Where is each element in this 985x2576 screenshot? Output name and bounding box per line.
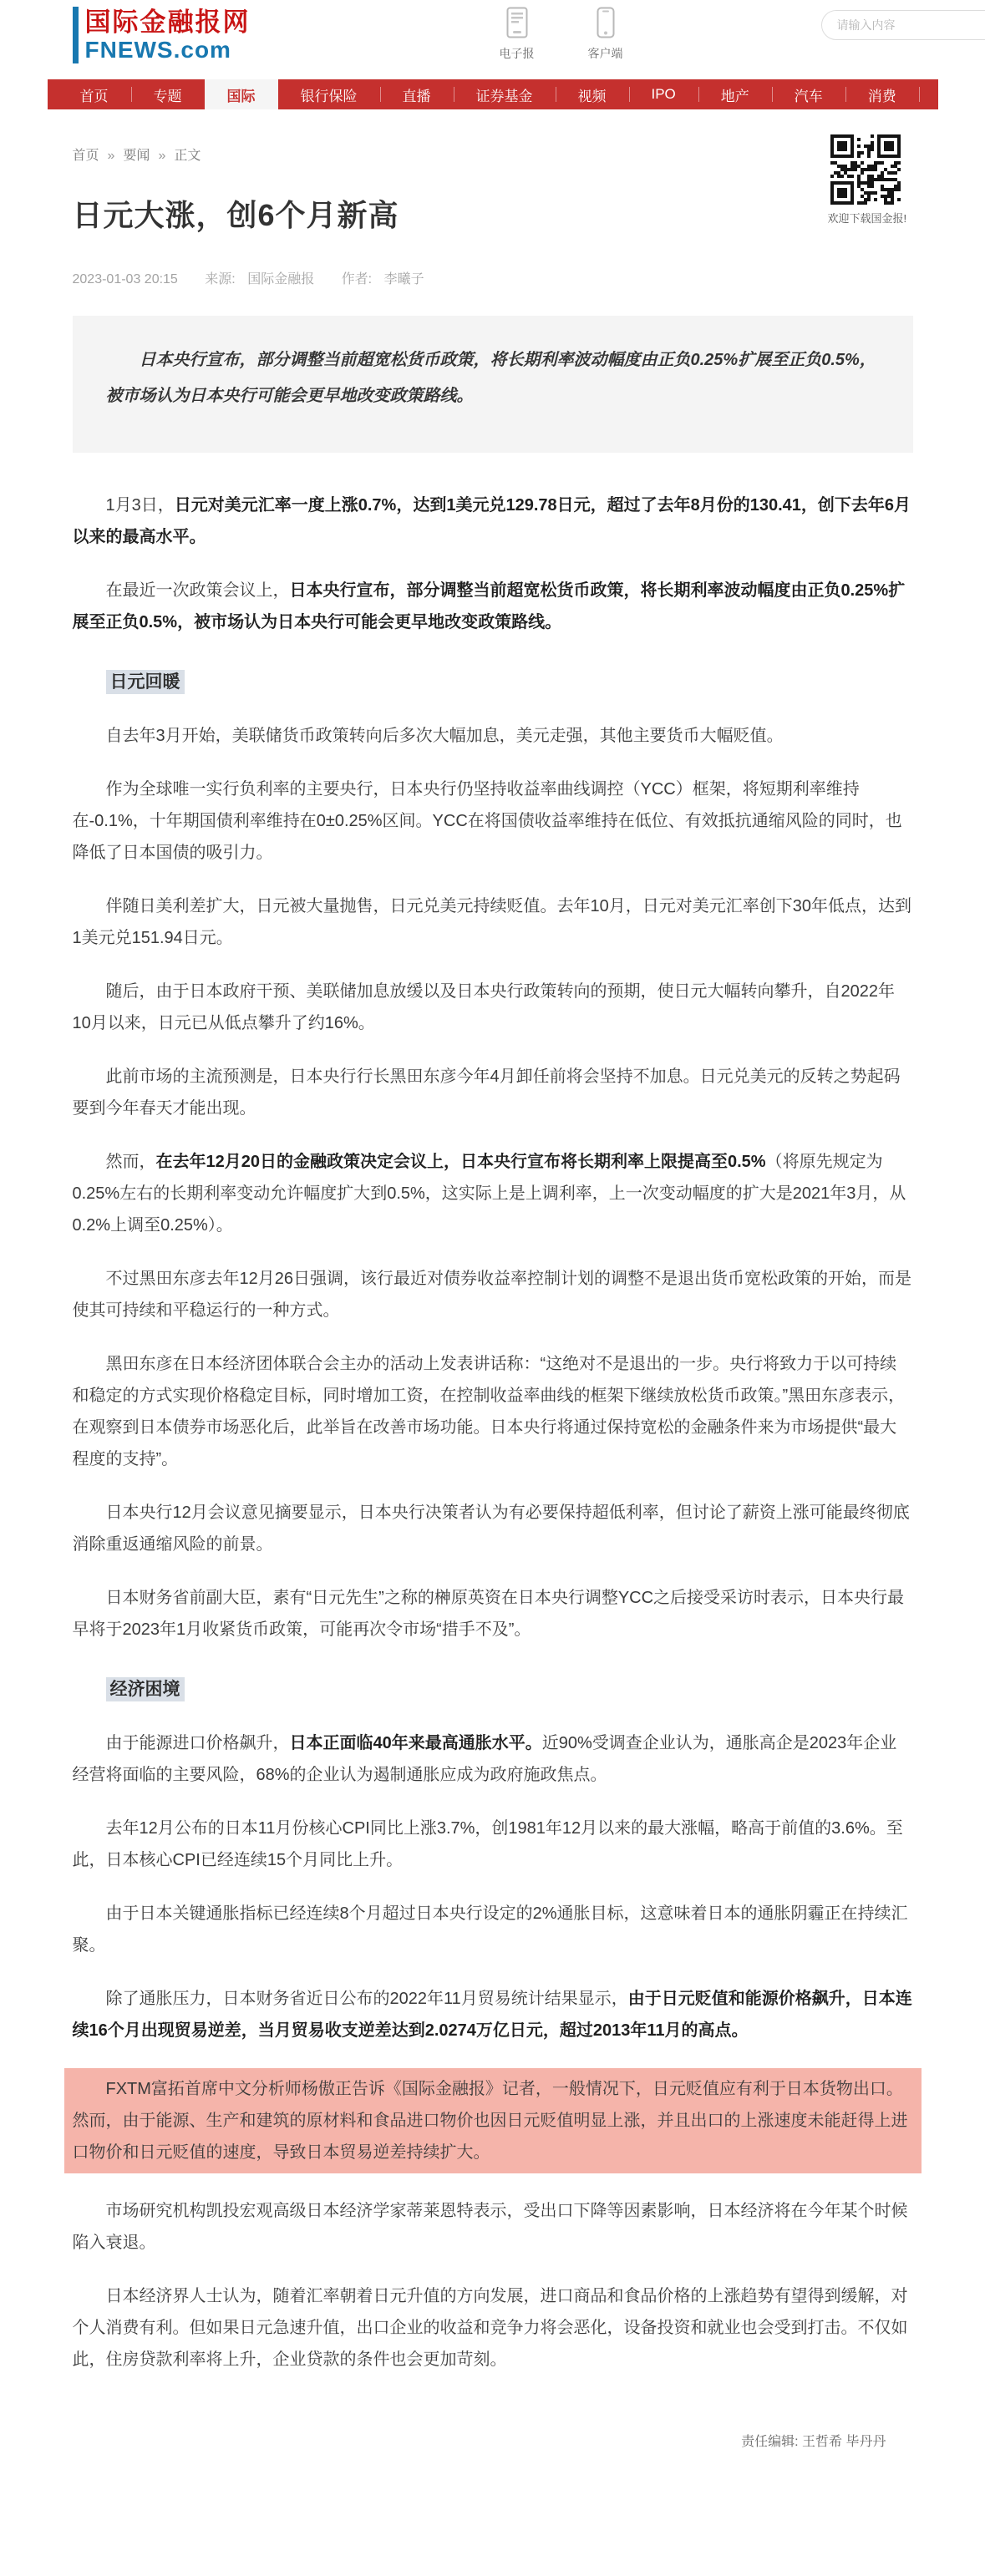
article-title: 日元大涨，创6个月新高 [72,198,399,232]
mobile-app-entry[interactable] [579,7,632,62]
author-label: 作者: [341,272,373,287]
text: 伴随日美利差扩大，日元被大量抛售，日元兑美元持续贬值。去年10月，日元对美元汇率创下30年低点，达到1美元兑151.94日元。 [72,897,911,947]
nav-item-home[interactable]: 首页 [79,88,109,104]
section-heading [73,667,913,698]
text: 由于能源进口价格飙升， [105,1734,290,1752]
section-heading-text: 经济困境 [106,1677,185,1701]
text: 去年12月公布的日本11月份核心CPI同比上涨3.7%，创1981年12月以来的最大涨幅，略高于前值的3.6%。至此，日本核心CPI已经连续15个月同比上升。 [72,1819,903,1869]
paragraph-3 [73,720,913,752]
nav-item-topics[interactable]: 专题 [131,79,205,109]
nav-item-tech[interactable]: 科技 [919,79,985,109]
bold-text: 在去年12月20日的金融政策决定会议上，日本央行宣布将长期利率上限提高至0.5% [155,1153,766,1171]
nav-item-securities-funds[interactable]: 证券基金 [454,79,556,109]
text: 自去年3月开始，美联储货币政策转向后多次大幅加息，美元走强，其他主要货币大幅贬值。 [105,727,784,745]
nav-item-auto[interactable]: 汽车 [772,79,845,109]
bold-text: 由于日元贬值和能源价格飙升，日本连续16个月出现贸易逆差，当月贸易收支逆差达到2.0274万亿日元，超过2013年11月的高点。 [72,1990,912,2040]
bold-text: 日本正面临40年来最高通胀水平。 [289,1734,542,1752]
epaper-icon [506,7,528,38]
site-logo[interactable] [73,7,251,63]
download-qr-block [827,134,907,226]
logo-title: 国际金融报网 [84,8,251,37]
logo-accent-bar [73,7,79,63]
source-value: 国际金融报 [247,272,315,287]
nav-item-real-estate[interactable]: 地产 [698,79,772,109]
text: 除了通胀压力，日本财务省近日公布的2022年11月贸易统计结果显示， [105,1990,628,2008]
text: 1月3日， [105,496,175,515]
text: 黑田东彦在日本经济团体联合会主办的活动上发表讲话称：“这绝对不是退出的一步。央行将致力于以可持续和稳定的方式实现价格稳定目标，同时增加工资，在控制收益率曲线的框架下继续放松货币政策。”黑田东彦表示，在观察到日本债券市场恶化后，此举旨在改善市场功能。日本央行将通过保持宽松的金融条件来为市场提供“最大程度的支持”。 [72,1355,906,1468]
paragraph-5 [73,890,913,954]
breadcrumb [73,145,913,164]
nav-item-international[interactable]: 国际 [205,79,278,109]
text: 日本经济界人士认为，随着汇率朝着日元升值的方向发展，进口商品和食品价格的上涨趋势有望得到缓解，对个人消费有利。但如果日元急速升值，出口企业的收益和竞争力将会恶化，设备投资和就业也会受到打击。不仅如此，住房贷款利率将上升，企业贷款的条件也会更加苛刻。 [72,2287,908,2369]
bold-text: 日本央行宣布，部分调整当前超宽松货币政策，将长期利率波动幅度由正负0.25%扩展至正负0.5%，被市场认为日本央行可能会更早地改变政策路线。 [72,581,906,631]
paragraph-17 [73,1983,913,2046]
text: （将原先规定为0.25%左右的长期利率变动允许幅度扩大到0.5%，这实际上是上调利率，上一次变动幅度的扩大是2021年3月，从0.2%上调至0.25%）。 [72,1153,906,1235]
paragraph-14 [73,1727,913,1791]
paragraph-11 [73,1497,913,1560]
paragraph-7 [73,1061,913,1124]
breadcrumb-item-1[interactable]: 要闻 [123,149,150,163]
editor-names: 王哲希 毕丹丹 [802,2435,886,2449]
text: 随后，由于日本政府干预、美联储加息放缓以及日本央行政策转向的预期，使日元大幅转向攀升，自2022年10月以来，日元已从低点攀升了约16%。 [72,982,895,1032]
text: 由于日本关键通胀指标已经连续8个月超过日本央行设定的2%通胀目标，这意味着日本的通胀阴霾正在持续汇聚。 [72,1904,908,1955]
search-input[interactable] [837,18,971,32]
search-box [821,10,985,40]
nav-item-ipo[interactable]: IPO [629,79,698,109]
qr-code [830,134,901,205]
source-label: 来源: [205,272,236,287]
publish-time: 2023-01-03 20:15 [72,272,178,287]
paragraph-1 [73,575,913,638]
paragraph-4 [73,773,913,869]
qr-caption: 欢迎下载国金报! [827,212,907,225]
text: 在最近一次政策会议上， [105,581,290,600]
author-value: 李曦子 [383,272,424,287]
mobile-app-icon [597,7,615,38]
text: 不过黑田东彦去年12月26日强调，该行最近对债券收益率控制计划的调整不是退出货币宽松政策的开始，而是使其可持续和平稳运行的一种方式。 [72,1270,911,1320]
breadcrumb-item-2: 正文 [174,149,201,163]
site-header [48,0,938,79]
page-content [48,109,938,2508]
header-apps [490,7,632,62]
highlighted-paragraph [64,2068,922,2173]
paragraph-6 [73,976,913,1039]
paragraph-19 [73,2195,913,2259]
epaper-label: 电子报 [499,47,535,60]
paragraph-9 [73,1263,913,1326]
nav-item-live[interactable]: 直播 [380,79,454,109]
article-summary-text: 日本央行宣布，部分调整当前超宽松货币政策，将长期利率波动幅度由正负0.25%扩展至正负0.5%，被市场认为日本央行可能会更早地改变政策路线。 [105,351,876,405]
breadcrumb-separator: » [107,149,115,163]
logo-text [85,7,251,63]
article-footer [73,2397,913,2508]
section-heading [73,1674,913,1706]
breadcrumb-separator: » [158,149,166,163]
paragraph-16 [73,1898,913,1961]
paragraph-8 [73,1146,913,1241]
mobile-app-label: 客户端 [587,47,623,60]
editor-label: 责任编辑: [741,2435,799,2449]
text: 此前市场的主流预测是，日本央行行长黑田东彦今年4月卸任前将会坚持不加息。日元兑美元的反转之势起码要到今年春天才能出现。 [72,1067,901,1118]
nav-item-video[interactable]: 视频 [556,79,629,109]
paragraph-0 [73,489,913,553]
text: 日本央行12月会议意见摘要显示，日本央行决策者认为有必要保持超低利率，但讨论了薪资上涨可能最终彻底消除重返通缩风险的前景。 [72,1504,910,1554]
breadcrumb-item-0[interactable]: 首页 [72,149,99,163]
section-heading-text: 日元回暖 [106,670,185,694]
article-summary [73,316,913,453]
article-meta [73,268,913,287]
text: 作为全球唯一实行负利率的主要央行，日本央行仍坚持收益率曲线调控（YCC）框架，将短期利率维持在-0.1%，十年期国债利率维持在0±0.25%区间。YCC在将国债收益率维持在低位、有效抵抗通缩风险的同时，也降低了日本国债的吸引力。 [72,780,902,862]
text: 日本财务省前副大臣，素有“日元先生”之称的榊原英资在日本央行调整YCC之后接受采访时表示，日本央行最早将于2023年1月收紧货币政策，可能再次令市场“措手不及”。 [72,1589,905,1639]
article-body [73,489,913,2376]
nav-item-bank-insurance[interactable]: 银行保险 [300,88,358,104]
logo-subtitle: FNEWS.com [84,37,231,63]
paragraph-20 [73,2280,913,2376]
paragraph-15 [73,1813,913,1876]
text: FXTM富拓首席中文分析师杨傲正告诉《国际金融报》记者，一般情况下，日元贬值应有利于日本货物出口。然而，由于能源、生产和建筑的原材料和食品进口物价也因日元贬值明显上涨，并且出口的上涨速度未能赶得上进口物价和日元贬值的速度，导致日本贸易逆差持续扩大。 [72,2080,908,2162]
main-nav [48,79,970,109]
text: 市场研究机构凯投宏观高级日本经济学家蒂莱恩特表示，受出口下降等因素影响，日本经济将在今年某个时候陷入衰退。 [72,2202,908,2252]
paragraph-12 [73,1582,913,1645]
text: 近90%受调查企业认为，通胀高企是2023年企业经营将面临的主要风险，68%的企业认为遏制通胀应成为政府施政焦点。 [72,1734,897,1784]
text: 然而， [105,1153,156,1171]
paragraph-10 [73,1348,913,1475]
nav-item-consumption[interactable]: 消费 [845,79,919,109]
bold-text: 日元对美元汇率一度上涨0.7%，达到1美元兑129.78日元，超过了去年8月份的130.41，创下去年6月以来的最高水平。 [72,496,911,546]
epaper-entry[interactable] [490,7,544,62]
